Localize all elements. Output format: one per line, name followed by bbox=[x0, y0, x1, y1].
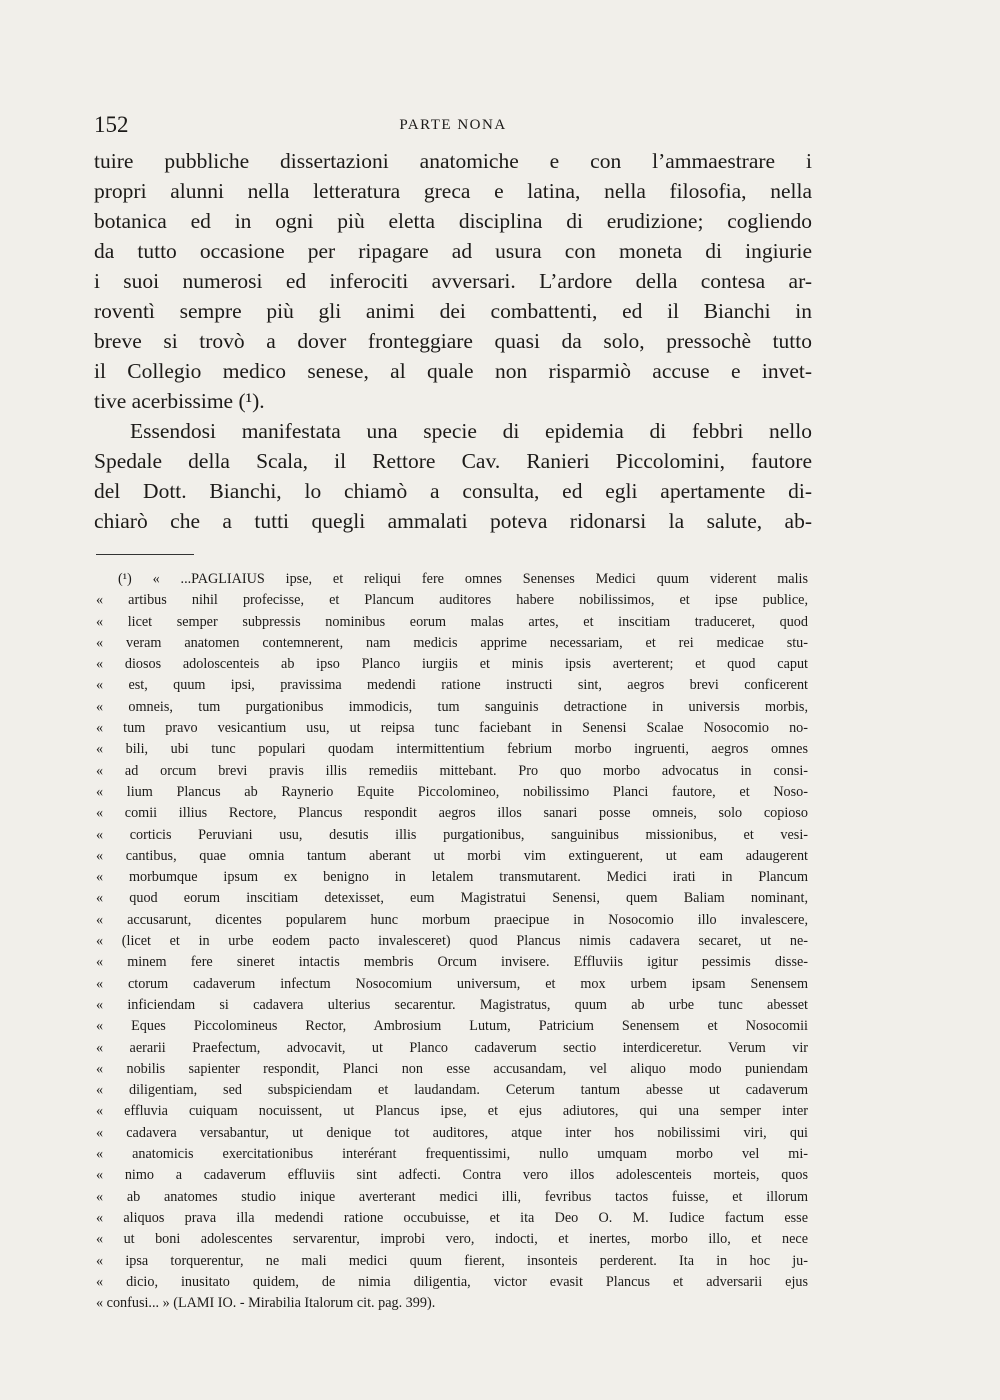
footnote-line: « confusi... » (LAMI IO. - Mirabilia Italorum cit. pag. 399). bbox=[96, 1295, 436, 1312]
footnote-line: « lium Plancus ab Raynerio Equite Piccolomineo, nobilissimo Planci fautore, et Noso- bbox=[96, 783, 808, 800]
footnote-line: « aerarii Praefectum, advocavit, ut Planco cadaverum sectio interdiceretur. Verum vir bbox=[96, 1039, 808, 1056]
footnote-line: « cantibus, quae omnia tantum aberant ut morbi vim extinguerent, ut eam adaugerent bbox=[96, 847, 808, 864]
body-line: tuire pubbliche dissertazioni anatomiche e con l’ammaestrare i bbox=[94, 149, 812, 173]
footnote-line: « minem fere sineret intactis membris Orcum invisere. Effluviis igitur pessimis disse- bbox=[96, 954, 808, 971]
body-line: da tutto occasione per ripagare ad usura con moneta di ingiurie bbox=[94, 239, 812, 263]
footnote-line: « nimo a cadaverum effluviis sint adfecti. Contra vero illos adolescenteis morteis, quos bbox=[96, 1167, 808, 1184]
footnote-line: « ipsa torquerentur, ne mali medici quum fierent, insonteis perderent. Ita in hoc ju- bbox=[96, 1252, 808, 1269]
footnote-divider bbox=[96, 554, 194, 555]
body-line: roventì sempre più gli animi dei combattenti, ed il Bianchi in bbox=[94, 299, 812, 323]
page-header bbox=[94, 112, 812, 142]
main-text bbox=[94, 146, 812, 536]
footnote-line: « ut boni adolescentes servarentur, improbi vero, indocti, et inertes, morbo illo, et nece bbox=[96, 1231, 808, 1248]
footnote-line: (¹) « ...PAGLIAIUS ipse, et reliqui fere omnes Senenses Medici quum viderent malis bbox=[118, 571, 808, 587]
body-line: breve si trovò a dover fronteggiare quasi da solo, pressochè tutto bbox=[94, 329, 812, 353]
page-number: 152 bbox=[94, 112, 129, 137]
footnote-line: « ab anatomes studio inique averterant medici illi, fevribus tactos fuisse, et illorum bbox=[96, 1188, 808, 1205]
footnote bbox=[96, 569, 808, 1314]
running-title: PARTE NONA bbox=[399, 117, 507, 133]
footnote-line: « veram anatomen contemnerent, nam medicis apprime necessariam, et rei medicae stu- bbox=[96, 634, 808, 651]
body-line: Essendosi manifestata una specie di epidemia di febbri nello bbox=[130, 419, 812, 443]
footnote-line: « anatomicis exercitationibus interérant frequentissimi, nullo umquam morbo vel mi- bbox=[96, 1146, 808, 1163]
footnote-line: « est, quum ipsi, pravissima medendi ratione instructi sint, aegros brevi conficerent bbox=[96, 677, 808, 694]
body-line: tive acerbissime (¹). bbox=[94, 389, 265, 413]
footnote-line: « aliquos prava illa medendi ratione occubuisse, et ita Deo O. M. Iudice factum esse bbox=[96, 1209, 808, 1226]
body-line: propri alunni nella letteratura greca e latina, nella filosofia, nella bbox=[94, 179, 812, 203]
footnote-line: « bili, ubi tunc populari quodam intermittentium febrium morbo ingruenti, aegros omnes bbox=[96, 741, 808, 758]
body-line: Spedale della Scala, il Rettore Cav. Ranieri Piccolomini, fautore bbox=[94, 449, 812, 473]
footnote-line: « dicio, inusitato quidem, de nimia diligentia, victor evasit Plancus et adversarii ejus bbox=[96, 1273, 808, 1290]
footnote-line: « effluvia cuiquam nocuissent, ut Plancus ipse, et ejus adiutores, qui una semper inter bbox=[96, 1103, 808, 1120]
footnote-line: « diligentiam, sed subspiciendam et laudandam. Ceterum tantum abesse ut cadaverum bbox=[96, 1082, 808, 1099]
footnote-line: « Eques Piccolomineus Rector, Ambrosium Lutum, Patricium Senensem et Nosocomii bbox=[96, 1018, 808, 1035]
footnote-line: « cadavera versabantur, ut denique tot auditores, atque inter hos nobilissimi viri, qui bbox=[96, 1124, 808, 1141]
body-line: botanica ed in ogni più eletta disciplina di erudizione; cogliendo bbox=[94, 209, 812, 233]
footnote-line: « ad orcum brevi pravis illis remediis mittebant. Pro quo morbo advocatus in consi- bbox=[96, 762, 808, 779]
footnote-line: « nobilis sapienter respondit, Planci non esse accusandam, vel aliquo modo puniendam bbox=[96, 1060, 808, 1077]
footnote-line: « morbumque ipsum ex benigno in letalem transmutarent. Medici irati in Plancum bbox=[96, 869, 808, 886]
body-line: i suoi numerosi ed inferociti avversari. L’ardore della contesa ar- bbox=[94, 269, 812, 293]
body-line: il Collegio medico senese, al quale non risparmiò accuse e invet- bbox=[94, 359, 812, 383]
footnote-line: « accusarunt, dicentes popularem hunc morbum praecipue in Nosocomio illo invalescere, bbox=[96, 911, 808, 928]
body-line: chiarò che a tutti quegli ammalati poteva ridonarsi la salute, ab- bbox=[94, 509, 812, 533]
footnote-line: « diosos adoloscenteis ab ipso Planco iurgiis et minis ipsis averterent; et quod caput bbox=[96, 656, 808, 673]
body-line: del Dott. Bianchi, lo chiamò a consulta, ed egli apertamente di- bbox=[94, 479, 812, 503]
footnote-line: « licet semper subpressis nominibus eorum malas artes, et inscitiam traduceret, quod bbox=[96, 613, 808, 630]
footnote-line: « omneis, tum purgationibus immodicis, tum sanguinis detractione in universis morbis, bbox=[96, 698, 808, 715]
footnote-line: « artibus nihil profecisse, et Plancum auditores habere nobilissimos, et ipse publice, bbox=[96, 592, 808, 609]
footnote-line: « comii illius Rectore, Plancus respondit aegros illos sanari posse omneis, solo copioso bbox=[96, 805, 808, 822]
footnote-line: « ctorum cadaverum infectum Nosocomium universum, et mox urbem ipsam Senensem bbox=[96, 975, 808, 992]
footnote-line: « inficiendam si cadavera ulterius secarentur. Magistratus, quum ab urbe tunc abesset bbox=[96, 996, 808, 1013]
footnote-line: « (licet et in urbe eodem pacto invalesceret) quod Plancus nimis cadavera secaret, ut ne- bbox=[96, 933, 808, 950]
footnote-line: « corticis Peruviani usu, desutis illis purgationibus, sanguinibus missionibus, et vesi- bbox=[96, 826, 808, 843]
footnote-line: « tum pravo vesicantium usu, ut reipsa tunc faciebant in Senensi Scalae Nosocomio no- bbox=[96, 720, 808, 737]
footnote-line: « quod eorum inscitiam detexisset, eum Magistratui Senensi, quem Baliam nominant, bbox=[96, 890, 808, 907]
